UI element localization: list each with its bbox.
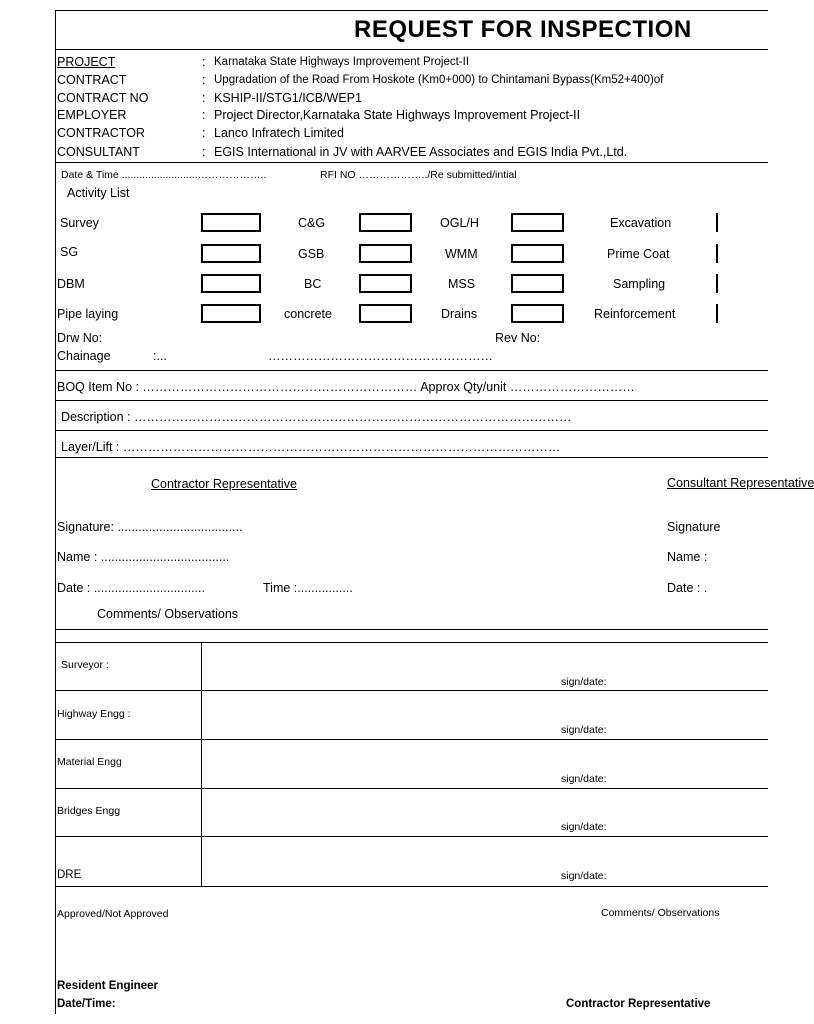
signoff-row-divider [55,690,768,691]
signoff-bridges-sign-date[interactable]: sign/date: [561,821,607,833]
activity-sampling: Sampling [613,277,666,291]
checkbox-ogl[interactable] [511,213,564,232]
description-divider [55,430,768,431]
employer-colon: : [202,108,206,122]
form-title: REQUEST FOR INSPECTION [354,16,692,43]
consultant-value: EGIS International in JV with AARVEE Associates and EGIS India Pvt.,Ltd. [214,145,628,159]
approval-status-field[interactable]: Approved/Not Approved [57,908,169,920]
checkbox-wmm[interactable] [511,244,564,263]
consultant-name-field[interactable]: Name : [667,550,708,564]
employer-label: EMPLOYER [57,108,127,122]
contractor-value: Lanco Infratech Limited [214,126,344,140]
signoff-bottom-border [55,886,768,887]
consultant-label: CONSULTANT [57,145,140,159]
signoff-material-sign-date[interactable]: sign/date: [561,773,607,785]
contract-no-colon: : [202,91,206,105]
consultant-signature-field[interactable]: Signature [667,520,721,534]
signoff-highway-label: Highway Engg : [57,708,131,720]
signoff-dre-label: DRE [57,869,82,881]
footer-date-time-field[interactable]: Date/Time: [57,998,116,1010]
checkbox-sampling[interactable] [716,274,718,293]
comments-divider [55,629,768,630]
signoff-column-divider [201,642,202,887]
signoff-highway-sign-date[interactable]: sign/date: [561,724,607,736]
project-colon: : [202,55,206,69]
contractor-time-field[interactable]: Time :................ [263,581,353,595]
contract-no-value: KSHIP-II/STG1/ICB/WEP1 [214,91,362,105]
drawing-number-field[interactable]: Drw No: [57,331,103,345]
layer-lift-field[interactable]: Layer/Lift : …………………………………………………………………………………………… [61,440,561,454]
checkbox-excavation[interactable] [716,213,718,232]
activity-ogl: OGL/H [440,216,479,230]
signoff-bridges-label: Bridges Engg [57,805,121,817]
checkbox-mss[interactable] [511,274,564,293]
footer-contractor-representative-label: Contractor Representative [566,998,711,1010]
layer-divider [55,457,768,458]
rfi-number-field: RFI NO ………………../Re submitted/intial [320,169,517,181]
contract-no-label: CONTRACT NO [57,91,149,105]
project-value: Karnataka State Highways Improvement Project-II [214,56,470,68]
contractor-label: CONTRACTOR [57,126,145,140]
boq-item-field[interactable]: BOQ Item No : ………………………………………………………… Approx Qty/unit ………………………… [57,380,635,394]
revision-number-field[interactable]: Rev No: [495,331,541,345]
chainage-colon: :... [153,349,167,363]
activity-prime-coat: Prime Coat [607,247,670,261]
activity-list-title: Activity List [67,186,130,200]
form-top-border [55,10,768,11]
signoff-material-label: Material Engg [57,756,122,768]
activity-excavation: Excavation [610,216,672,230]
activity-survey: Survey [60,216,99,230]
contractor-colon: : [202,126,206,140]
contract-label: CONTRACT [57,73,127,87]
date-time-field: Date & Time ..........................……………….. [61,169,267,181]
signoff-surveyor-label: Surveyor : [61,659,109,671]
checkbox-gsb[interactable] [359,244,412,263]
consultant-colon: : [202,145,206,159]
signoff-surveyor-sign-date[interactable]: sign/date: [561,676,607,688]
activity-pipe-laying: Pipe laying [57,307,119,321]
checkbox-reinforcement[interactable] [716,304,718,323]
checkbox-bc[interactable] [359,274,412,293]
signoff-row-divider [55,739,768,740]
resident-engineer-label: Resident Engineer [57,980,158,992]
chainage-divider [55,370,768,371]
contractor-representative-heading: Contractor Representative [151,477,297,491]
checkbox-dbm[interactable] [201,274,261,293]
activity-dbm: DBM [57,277,85,291]
checkbox-concrete[interactable] [359,304,412,323]
activity-gsb: GSB [298,247,325,261]
boq-divider [55,400,768,401]
contract-colon: : [202,73,206,87]
description-field[interactable]: Description : …………………………………………………………………………………………… [61,410,572,424]
activity-sg: SG [60,245,79,259]
activity-reinforcement: Reinforcement [594,307,676,321]
checkbox-drains[interactable] [511,304,564,323]
signoff-dre-sign-date[interactable]: sign/date: [561,870,607,882]
contractor-date-field[interactable]: Date : ................................ [57,581,205,595]
header-divider [55,162,768,163]
activity-bc: BC [304,277,322,291]
comments-observations-heading: Comments/ Observations [97,607,239,621]
chainage-field[interactable]: ……………………………………………… [268,349,493,363]
form-left-border [55,10,56,1014]
activity-concrete: concrete [284,307,332,321]
contractor-name-field[interactable]: Name : ..................................... [57,550,230,564]
activity-cg: C&G [298,216,326,230]
consultant-date-field[interactable]: Date : . [667,581,708,595]
activity-wmm: WMM [445,247,478,261]
footer-comments-heading: Comments/ Observations [601,907,720,919]
employer-value: Project Director,Karnataka State Highways Improvement Project-II [214,108,581,122]
activity-drains: Drains [441,307,478,321]
title-divider [55,49,768,50]
signoff-row-divider [55,836,768,837]
signoff-top-border [55,642,768,643]
contractor-signature-field[interactable]: Signature: .................................... [57,520,243,534]
consultant-representative-heading: Consultant Representative [667,476,814,490]
chainage-label: Chainage [57,349,111,363]
checkbox-sg[interactable] [201,244,261,263]
contract-value: Upgradation of the Road From Hoskote (Km0+000) to Chintamani Bypass(Km52+400)of [214,74,664,86]
checkbox-cg[interactable] [359,213,412,232]
checkbox-pipe-laying[interactable] [201,304,261,323]
project-label: PROJECT [57,55,116,69]
checkbox-survey[interactable] [201,213,261,232]
activity-mss: MSS [448,277,476,291]
checkbox-prime-coat[interactable] [716,244,718,263]
signoff-row-divider [55,788,768,789]
